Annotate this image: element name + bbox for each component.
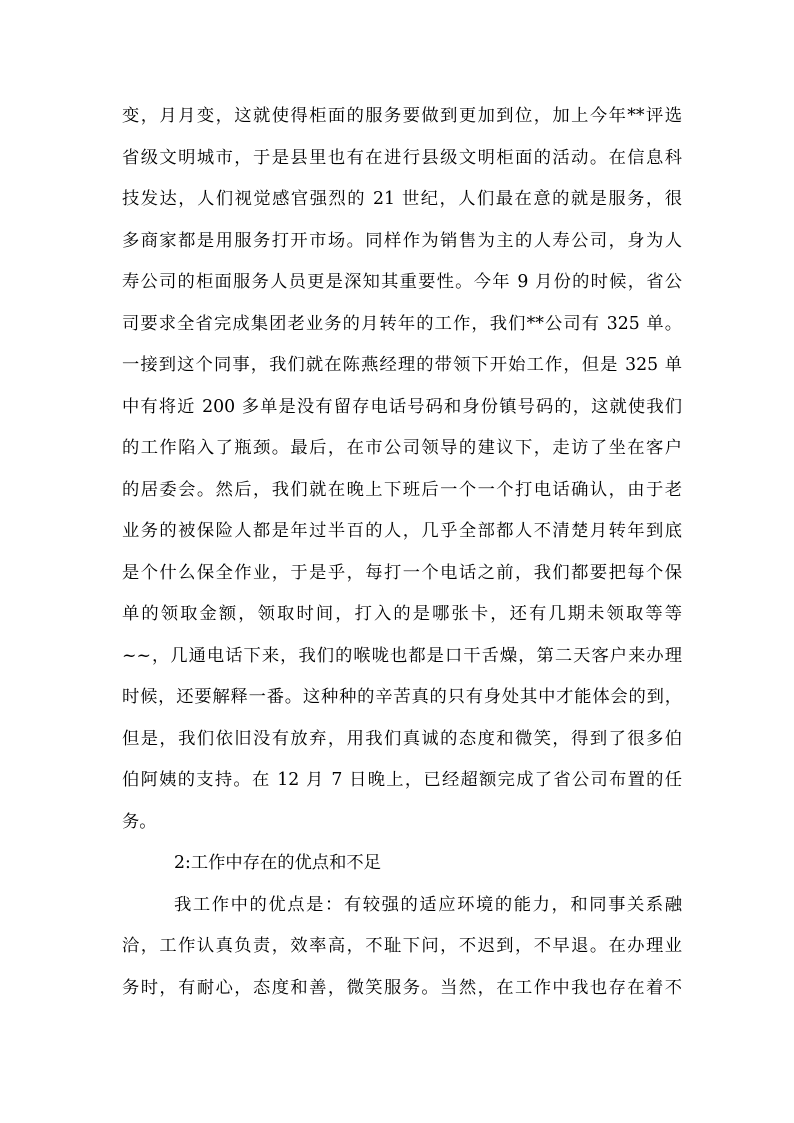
text-line: 变，月月变，这就使得柜面的服务要做到更加到位，加上今年**评选 [122, 106, 682, 126]
text-line: 寿公司的柜面服务人员更是深知其重要性。今年 9 月份的时候，省公 [122, 272, 682, 292]
text-line: 洽，工作认真负责，效率高，不耻下问，不迟到，不早退。在办理业 [122, 936, 682, 956]
text-line: 伯阿姨的支持。在 12 月 7 日晚上，已经超额完成了省公司布置的任 [122, 770, 682, 790]
section-heading: 2:工作中存在的优点和不足 [174, 853, 381, 873]
text-line: 的居委会。然后，我们就在晚上下班后一个一个打电话确认，由于老 [122, 479, 682, 500]
text-line: 技发达，人们视觉感官强烈的 21 世纪，人们最在意的就是服务，很 [122, 189, 682, 209]
text-line: 我工作中的优点是：有较强的适应环境的能力，和同事关系融 [174, 894, 682, 915]
text-line: 中有将近 200 多单是没有留存电话号码和身份镇号码的，这就使我们 [122, 396, 682, 417]
text-line: ~~，几通电话下来，我们的喉咙也都是口干舌燥，第二天客户来办理 [122, 645, 682, 666]
text-line: 多商家都是用服务打开市场。同样作为销售为主的人寿公司，身为人 [122, 230, 682, 251]
text-line: 单的领取金额，领取时间，打入的是哪张卡，还有几期未领取等等 [122, 604, 682, 624]
text-line: 务时，有耐心，态度和善，微笑服务。当然，在工作中我也存在着不 [122, 977, 682, 998]
text-line: 的工作陷入了瓶颈。最后，在市公司领导的建议下，走访了坐在客户 [122, 438, 682, 458]
text-line: 是个什么保全作业，于是乎，每打一个电话之前，我们都要把每个保 [122, 562, 682, 583]
text-line: 一接到这个同事，我们就在陈燕经理的带领下开始工作，但是 325 单 [122, 355, 682, 375]
text-line: 务。 [122, 811, 157, 832]
text-line: 省级文明城市，于是县里也有在进行县级文明柜面的活动。在信息科 [122, 147, 682, 168]
text-line: 但是，我们依旧没有放弃，用我们真诚的态度和微笑，得到了很多伯 [122, 728, 682, 749]
text-line: 业务的被保险人都是年过半百的人，几乎全部都人不清楚月转年到底 [122, 521, 682, 541]
text-line: 时候，还要解释一番。这种种的辛苦真的只有身处其中才能体会的到， [122, 687, 682, 707]
text-line: 司要求全省完成集团老业务的月转年的工作，我们**公司有 325 单。 [122, 313, 682, 334]
document-body [122, 96, 682, 1009]
